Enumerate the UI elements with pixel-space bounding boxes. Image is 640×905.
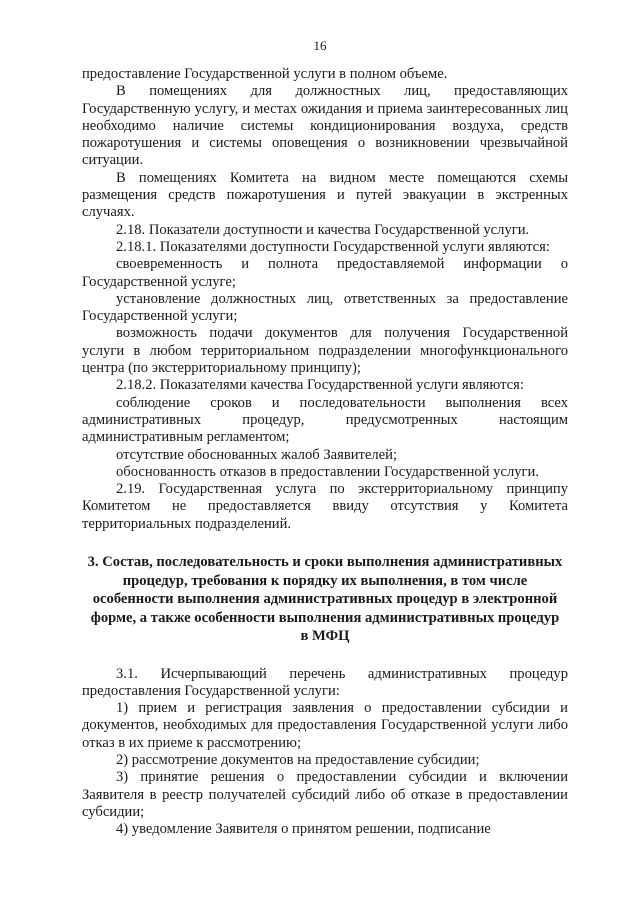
page-number: 16	[313, 38, 327, 53]
paragraph: соблюдение сроков и последовательности выполнения всех административных процедур, предусмотренных настоящим административным регламентом;	[82, 394, 568, 446]
document-body	[82, 66, 568, 838]
paragraph: В помещениях Комитета на видном месте помещаются схемы размещения средств пожаротушения и путей эвакуации в экстренных случаях.	[82, 169, 568, 221]
paragraph: обоснованность отказов в предоставлении Государственной услуги.	[116, 463, 539, 480]
paragraph: 2.18.1. Показателями доступности Государственной услуги являются:	[116, 238, 550, 255]
paragraph: своевременность и полнота предоставляемой информации о Государственной услуге;	[82, 256, 568, 290]
section-heading: 3. Состав, последовательность и сроки выполнения административных процедур, требования к порядку их выполнения, в том числе особенности выполнения административных процедур в электронной форме, а также особенности выполнения административных процедур в МФЦ	[87, 554, 563, 645]
paragraph: отсутствие обоснованных жалоб Заявителей;	[116, 446, 398, 463]
paragraph: предоставление Государственной услуги в полном объеме.	[82, 66, 448, 82]
paragraph: 3.1. Исчерпывающий перечень административных процедур предоставления Государственной услуги:	[82, 665, 568, 699]
paragraph: В помещениях для должностных лиц, предоставляющих Государственную услугу, и местах ожидания и приема заинтересованных лиц необходимо наличие системы кондиционирования воздуха, средств пожаротушения и системы оповещения о возникновении чрезвычайной ситуации.	[82, 83, 568, 169]
paragraph: 3) принятие решения о предоставлении субсидии и включении Заявителя в реестр получателей субсидий либо об отказе в предоставлении субсидии;	[82, 769, 568, 820]
paragraph: 2.18. Показатели доступности и качества Государственной услуги.	[116, 221, 530, 238]
paragraphs-before-heading	[82, 66, 568, 533]
paragraph: 2) рассмотрение документов на предоставление субсидии;	[116, 752, 480, 768]
paragraphs-after-heading	[82, 666, 568, 839]
paragraph: 2.18.2. Показателями качества Государственной услуги являются:	[116, 377, 524, 394]
paragraph: установление должностных лиц, ответственных за предоставление Государственной услуги;	[82, 290, 568, 325]
paragraph: возможность подачи документов для получения Государственной услуги в любом территориальном подразделении многофункционального центра (по экстерриториальному принципу);	[82, 325, 568, 377]
paragraph: 2.19. Государственная услуга по экстерриториальному принципу Комитетом не предоставляется ввиду отсутствия у Комитета территориальных подразделений.	[82, 481, 568, 532]
paragraph: 4) уведомление Заявителя о принятом решении, подписание	[116, 821, 491, 838]
paragraph: 1) прием и регистрация заявления о предоставлении субсидии и документов, необходимых для предоставления Государственной услуги либо отказ в их приеме к рассмотрению;	[82, 700, 568, 751]
